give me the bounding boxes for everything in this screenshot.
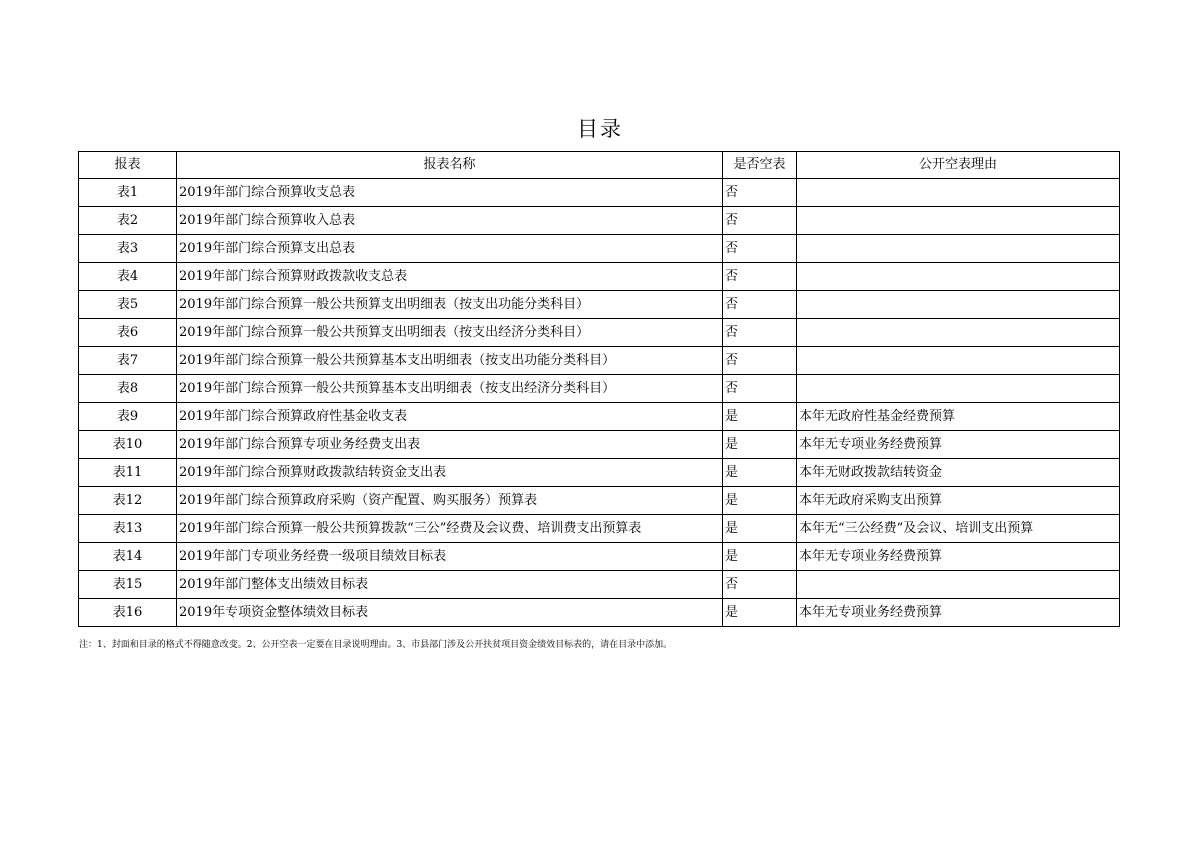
row-id-cell: 表11 xyxy=(79,459,177,487)
row-reason-cell: 本年无财政拨款结转资金 xyxy=(797,459,1120,487)
row-is-empty-cell: 是 xyxy=(723,431,797,459)
row-id-cell: 表6 xyxy=(79,319,177,347)
row-id-cell: 表9 xyxy=(79,403,177,431)
row-is-empty-cell: 是 xyxy=(723,599,797,627)
table-row xyxy=(79,431,1120,459)
row-is-empty-cell: 否 xyxy=(723,319,797,347)
row-name-cell: 2019年部门综合预算一般公共预算支出明细表（按支出功能分类科目） xyxy=(177,291,723,319)
row-is-empty-cell: 否 xyxy=(723,179,797,207)
row-id-cell: 表14 xyxy=(79,543,177,571)
row-is-empty-cell: 是 xyxy=(723,515,797,543)
row-name-cell: 2019年部门综合预算支出总表 xyxy=(177,235,723,263)
header-is-empty: 是否空表 xyxy=(723,152,797,179)
table-row xyxy=(79,403,1120,431)
table-row xyxy=(79,599,1120,627)
row-id-cell: 表2 xyxy=(79,207,177,235)
row-id-cell: 表12 xyxy=(79,487,177,515)
row-reason-cell: 本年无专项业务经费预算 xyxy=(797,431,1120,459)
row-reason-cell xyxy=(797,207,1120,235)
header-reason: 公开空表理由 xyxy=(797,152,1120,179)
table-body xyxy=(79,179,1120,627)
row-is-empty-cell: 否 xyxy=(723,347,797,375)
table-row xyxy=(79,571,1120,599)
table-row xyxy=(79,235,1120,263)
row-reason-cell xyxy=(797,571,1120,599)
row-id-cell: 表5 xyxy=(79,291,177,319)
row-id-cell: 表3 xyxy=(79,235,177,263)
row-id-cell: 表13 xyxy=(79,515,177,543)
row-reason-cell: 本年无“三公经费”及会议、培训支出预算 xyxy=(797,515,1120,543)
row-reason-cell: 本年无专项业务经费预算 xyxy=(797,599,1120,627)
table-row xyxy=(79,347,1120,375)
row-id-cell: 表16 xyxy=(79,599,177,627)
row-reason-cell xyxy=(797,291,1120,319)
row-name-cell: 2019年部门整体支出绩效目标表 xyxy=(177,571,723,599)
row-reason-cell: 本年无专项业务经费预算 xyxy=(797,543,1120,571)
row-name-cell: 2019年部门综合预算财政拨款结转资金支出表 xyxy=(177,459,723,487)
row-reason-cell: 本年无政府采购支出预算 xyxy=(797,487,1120,515)
row-is-empty-cell: 是 xyxy=(723,487,797,515)
row-name-cell: 2019年部门综合预算一般公共预算支出明细表（按支出经济分类科目） xyxy=(177,319,723,347)
row-id-cell: 表7 xyxy=(79,347,177,375)
row-id-cell: 表8 xyxy=(79,375,177,403)
table-row xyxy=(79,543,1120,571)
row-id-cell: 表10 xyxy=(79,431,177,459)
row-name-cell: 2019年部门综合预算财政拨款收支总表 xyxy=(177,263,723,291)
row-name-cell: 2019年部门综合预算一般公共预算基本支出明细表（按支出经济分类科目） xyxy=(177,375,723,403)
table-row xyxy=(79,207,1120,235)
table-row xyxy=(79,179,1120,207)
row-is-empty-cell: 是 xyxy=(723,403,797,431)
header-id: 报表 xyxy=(79,152,177,179)
page-title: 目录 xyxy=(577,117,623,141)
row-is-empty-cell: 否 xyxy=(723,291,797,319)
row-reason-cell: 本年无政府性基金经费预算 xyxy=(797,403,1120,431)
header-name: 报表名称 xyxy=(177,152,723,179)
row-is-empty-cell: 是 xyxy=(723,459,797,487)
row-name-cell: 2019年部门综合预算一般公共预算基本支出明细表（按支出功能分类科目） xyxy=(177,347,723,375)
row-is-empty-cell: 否 xyxy=(723,235,797,263)
row-is-empty-cell: 否 xyxy=(723,263,797,291)
catalog-table xyxy=(78,151,1120,627)
row-id-cell: 表15 xyxy=(79,571,177,599)
table-row xyxy=(79,375,1120,403)
row-name-cell: 2019年部门专项业务经费一级项目绩效目标表 xyxy=(177,543,723,571)
row-is-empty-cell: 否 xyxy=(723,571,797,599)
row-is-empty-cell: 否 xyxy=(723,207,797,235)
table-row xyxy=(79,459,1120,487)
footnote: 注：1、封面和目录的格式不得随意改变。2、公开空表一定要在目录说明理由。3、市县部门涉及公开扶贫项目资金绩效目标表的，请在目录中添加。 xyxy=(79,640,673,650)
row-reason-cell xyxy=(797,263,1120,291)
row-name-cell: 2019年部门综合预算收支总表 xyxy=(177,179,723,207)
row-reason-cell xyxy=(797,319,1120,347)
table-header-row xyxy=(79,152,1120,179)
row-is-empty-cell: 是 xyxy=(723,543,797,571)
row-name-cell: 2019年部门综合预算收入总表 xyxy=(177,207,723,235)
row-name-cell: 2019年部门综合预算专项业务经费支出表 xyxy=(177,431,723,459)
row-reason-cell xyxy=(797,347,1120,375)
table-row xyxy=(79,515,1120,543)
row-name-cell: 2019年部门综合预算政府采购（资产配置、购买服务）预算表 xyxy=(177,487,723,515)
table-row xyxy=(79,263,1120,291)
row-name-cell: 2019年部门综合预算政府性基金收支表 xyxy=(177,403,723,431)
row-reason-cell xyxy=(797,375,1120,403)
row-id-cell: 表4 xyxy=(79,263,177,291)
table-row xyxy=(79,291,1120,319)
table-row xyxy=(79,487,1120,515)
row-name-cell: 2019年专项资金整体绩效目标表 xyxy=(177,599,723,627)
row-name-cell: 2019年部门综合预算一般公共预算拨款“三公”经费及会议费、培训费支出预算表 xyxy=(177,515,723,543)
row-reason-cell xyxy=(797,235,1120,263)
row-is-empty-cell: 否 xyxy=(723,375,797,403)
row-id-cell: 表1 xyxy=(79,179,177,207)
table-row xyxy=(79,319,1120,347)
row-reason-cell xyxy=(797,179,1120,207)
